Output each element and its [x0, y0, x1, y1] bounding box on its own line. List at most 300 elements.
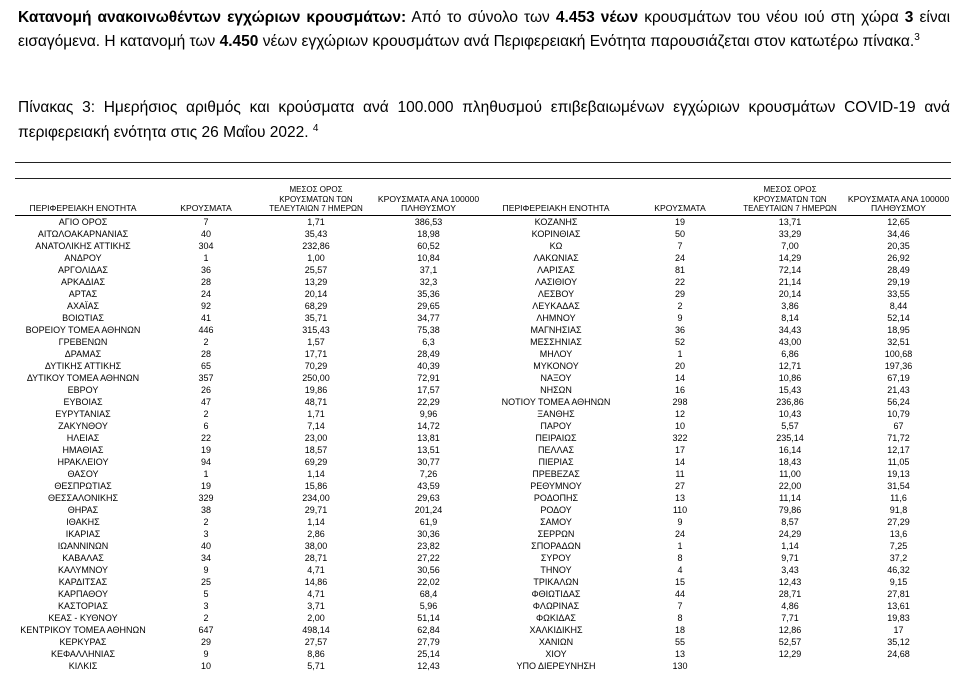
- left-per100k-cell: 13,81: [417, 432, 440, 443]
- table-row: [15, 528, 951, 540]
- right-region-cell: ΝΗΣΩΝ: [540, 384, 572, 395]
- left-cases-cell: 28: [200, 348, 211, 359]
- table-row: [15, 348, 951, 360]
- right-cases-cell: 44: [674, 588, 685, 599]
- right-per100k-cell: 12,65: [887, 216, 910, 227]
- table-row: [15, 336, 951, 348]
- left-per100k-cell: 13,51: [417, 444, 440, 455]
- left-per100k-cell: 28,49: [417, 348, 440, 359]
- left-avg7-cell: 35,43: [304, 228, 328, 239]
- left-per100k-cell: 6,3: [422, 336, 435, 347]
- right-per100k-cell: 9,15: [889, 576, 908, 587]
- right-avg7-cell: 3,43: [781, 564, 799, 575]
- left-per100k-cell: 12,43: [417, 660, 440, 671]
- left-avg7-cell: 1,00: [307, 252, 325, 263]
- right-cases-cell: 8: [677, 552, 683, 563]
- left-per100k-cell: 60,52: [417, 240, 440, 251]
- header-per100k-right: ΚΡΟΥΣΜΑΤΑ ΑΝΑ 100000 ΠΛΗΘΥΣΜΟΥ: [846, 185, 951, 215]
- right-region-cell: ΡΟΔΟΥ: [540, 504, 572, 515]
- table-row: [15, 276, 951, 288]
- right-cases-cell: 10: [674, 420, 685, 431]
- left-avg7-cell: 2,00: [307, 612, 325, 623]
- intro-text-3: είναι εισαγόμενα. Η κατανομή των: [18, 9, 951, 51]
- right-cases-cell: 13: [674, 648, 685, 659]
- left-per100k-cell: 34,77: [417, 312, 440, 323]
- left-avg7-cell: 250,00: [302, 372, 330, 383]
- left-avg7-cell: 1,14: [307, 468, 325, 479]
- right-avg7-cell: 1,14: [781, 540, 799, 551]
- right-region-cell: ΚΩ: [549, 240, 563, 251]
- right-per100k-cell: 18,95: [887, 324, 910, 335]
- left-region-cell: ΗΜΑΘΙΑΣ: [62, 444, 104, 455]
- right-cases-cell: 2: [677, 300, 683, 311]
- right-cases-cell: 1: [677, 540, 683, 551]
- left-avg7-cell: 70,29: [304, 360, 328, 371]
- table-row: [15, 372, 951, 384]
- left-cases-cell: 36: [200, 264, 211, 275]
- right-avg7-cell: 8,14: [781, 312, 799, 323]
- table-row: [15, 612, 951, 624]
- left-region-cell: ΚΑΡΠΑΘΟΥ: [57, 588, 109, 599]
- right-region-cell: ΧΑΝΙΩΝ: [538, 636, 574, 647]
- left-region-cell: ΘΕΣΠΡΩΤΙΑΣ: [54, 480, 112, 491]
- right-avg7-cell: 72,14: [778, 264, 802, 275]
- table-row: [15, 360, 951, 372]
- left-cases-cell: 47: [200, 396, 211, 407]
- left-per100k-cell: 18,98: [417, 228, 440, 239]
- left-per100k-cell: 32,3: [419, 276, 438, 287]
- left-per100k-cell: 68,4: [419, 588, 438, 599]
- right-per100k-cell: 20,35: [887, 240, 910, 251]
- right-per100k-cell: 67,19: [887, 372, 910, 383]
- right-region-cell: ΦΛΩΡΙΝΑΣ: [532, 600, 580, 611]
- left-cases-cell: 329: [198, 492, 214, 503]
- left-avg7-cell: 20,14: [304, 288, 328, 299]
- right-per100k-cell: 33,55: [887, 288, 910, 299]
- left-cases-cell: 28: [200, 276, 211, 287]
- intro-title: Κατανομή ανακοινωθέντων εγχώριων κρουσμάτων: [18, 9, 401, 26]
- right-cases-cell: 4: [677, 564, 683, 575]
- left-region-cell: ΙΘΑΚΗΣ: [66, 516, 100, 527]
- right-avg7-cell: 7,00: [781, 240, 799, 251]
- left-per100k-cell: 30,56: [417, 564, 440, 575]
- right-region-cell: ΠΕΙΡΑΙΩΣ: [535, 432, 577, 443]
- right-region-cell: ΜΕΣΣΗΝΙΑΣ: [530, 336, 582, 347]
- left-cases-cell: 65: [200, 360, 211, 371]
- left-per100k-cell: 23,82: [417, 540, 440, 551]
- intro-footnote: 3: [914, 32, 920, 43]
- left-cases-cell: 22: [200, 432, 211, 443]
- right-avg7-cell: 9,71: [781, 552, 799, 563]
- left-avg7-cell: 232,86: [302, 240, 330, 251]
- second-rule: [15, 178, 951, 179]
- left-per100k-cell: 7,26: [419, 468, 438, 479]
- right-region-cell: ΛΕΣΒΟΥ: [537, 288, 575, 299]
- left-avg7-cell: 1,71: [307, 216, 325, 227]
- right-cases-cell: 9: [677, 312, 683, 323]
- table-row: [15, 648, 951, 660]
- right-cases-cell: 9: [677, 516, 683, 527]
- right-region-cell: ΦΩΚΙΔΑΣ: [536, 612, 576, 623]
- left-per100k-cell: 17,57: [417, 384, 440, 395]
- left-cases-cell: 19: [200, 480, 211, 491]
- right-region-cell: ΝΟΤΙΟΥ ΤΟΜΕΑ ΑΘΗΝΩΝ: [501, 396, 611, 407]
- left-avg7-cell: 15,86: [304, 480, 328, 491]
- intro-imported: 3: [904, 9, 914, 26]
- left-region-cell: ΚΕΝΤΡΙΚΟΥ ΤΟΜΕΑ ΑΘΗΝΩΝ: [20, 624, 146, 635]
- left-cases-cell: 304: [198, 240, 214, 251]
- left-per100k-cell: 40,39: [417, 360, 440, 371]
- right-region-cell: ΜΑΓΝΗΣΙΑΣ: [530, 324, 582, 335]
- left-avg7-cell: 38,00: [304, 540, 328, 551]
- right-per100k-cell: [846, 660, 951, 672]
- left-cases-cell: 9: [203, 564, 209, 575]
- left-region-cell: ΘΑΣΟΥ: [67, 468, 99, 479]
- right-avg7-cell: 79,86: [778, 504, 802, 515]
- left-cases-cell: 34: [200, 552, 211, 563]
- right-region-cell: ΣΠΟΡΑΔΩΝ: [531, 540, 581, 551]
- left-region-cell: ΚΑΛΥΜΝΟΥ: [57, 564, 109, 575]
- right-per100k-cell: 28,49: [887, 264, 910, 275]
- left-avg7-cell: 13,29: [304, 276, 328, 287]
- left-per100k-cell: 10,84: [417, 252, 440, 263]
- right-avg7-cell: 18,43: [778, 456, 802, 467]
- left-cases-cell: 25: [200, 576, 211, 587]
- left-avg7-cell: 35,71: [304, 312, 328, 323]
- left-avg7-cell: 29,71: [304, 504, 328, 515]
- left-cases-cell: 1: [203, 252, 209, 263]
- left-cases-cell: 38: [200, 504, 211, 515]
- right-cases-cell: 55: [674, 636, 685, 647]
- left-avg7-cell: 1,14: [307, 516, 325, 527]
- left-cases-cell: 9: [203, 648, 209, 659]
- left-region-cell: ΓΡΕΒΕΝΩΝ: [58, 336, 108, 347]
- right-region-cell: ΚΟΡΙΝΘΙΑΣ: [531, 228, 581, 239]
- right-per100k-cell: 91,8: [889, 504, 908, 515]
- left-per100k-cell: 25,14: [417, 648, 440, 659]
- left-per100k-cell: 61,9: [419, 516, 438, 527]
- header-cases-left: ΚΡΟΥΣΜΑΤΑ: [151, 185, 261, 215]
- left-cases-cell: 40: [200, 540, 211, 551]
- left-avg7-cell: 1,57: [307, 336, 325, 347]
- left-region-cell: ΑΙΤΩΛΟΑΚΑΡΝΑΝΙΑΣ: [37, 228, 129, 239]
- left-region-cell: ΑΓΙΟ ΟΡΟΣ: [58, 216, 108, 227]
- left-cases-cell: 40: [200, 228, 211, 239]
- right-region-cell: ΣΑΜΟΥ: [540, 516, 572, 527]
- right-region-cell: ΣΕΡΡΩΝ: [537, 528, 575, 539]
- right-avg7-cell: 12,86: [778, 624, 802, 635]
- table-row: [15, 636, 951, 648]
- table-row: [15, 228, 951, 240]
- right-avg7-cell: 14,29: [778, 252, 802, 263]
- right-avg7-cell: 52,57: [778, 636, 802, 647]
- left-region-cell: ΒΟΙΩΤΙΑΣ: [62, 312, 104, 323]
- left-avg7-cell: 234,00: [302, 492, 330, 503]
- right-cases-cell: 12: [674, 408, 685, 419]
- left-avg7-cell: 4,71: [307, 588, 325, 599]
- right-cases-cell: 7: [677, 240, 683, 251]
- caption-footnote: 4: [312, 123, 319, 134]
- left-region-cell: ΚΕΦΑΛΛΗΝΙΑΣ: [50, 648, 116, 659]
- table-row: [15, 324, 951, 336]
- intro-paragraph: Κατανομή ανακοινωθέντων εγχώριων κρουσμάτων: Από το σύνολο των 4.453 νέων κρουσμάτων του νέου ιού στη χώρα 3 είναι εισαγόμενα. Η κατανομή των 4.450 νέων εγχώριων κρουσμάτων ανά Περιφερειακή Ενότητα παρουσιάζεται στον κατωτέρω πίνακα.$^3$: [18, 9, 951, 51]
- right-cases-cell: 81: [674, 264, 685, 275]
- left-region-cell: ΚΑΣΤΟΡΙΑΣ: [58, 600, 108, 611]
- right-region-cell: ΧΑΛΚΙΔΙΚΗΣ: [529, 624, 583, 635]
- left-avg7-cell: 5,71: [307, 660, 325, 671]
- left-avg7-cell: 69,29: [304, 456, 328, 467]
- table-row: [15, 288, 951, 300]
- right-avg7-cell: 10,86: [778, 372, 802, 383]
- right-cases-cell: 130: [672, 660, 688, 671]
- right-region-cell: ΚΟΖΑΝΗΣ: [534, 216, 578, 227]
- left-per100k-cell: 27,79: [417, 636, 440, 647]
- right-avg7-cell: 21,14: [778, 276, 802, 287]
- table-row: [15, 516, 951, 528]
- left-region-cell: ΗΛΕΙΑΣ: [66, 432, 100, 443]
- left-cases-cell: 7: [203, 216, 209, 227]
- left-per100k-cell: 62,84: [417, 624, 440, 635]
- right-avg7-cell: 11,00: [779, 468, 801, 479]
- right-region-cell: ΤΗΝΟΥ: [540, 564, 572, 575]
- left-per100k-cell: 14,72: [417, 420, 440, 431]
- right-per100k-cell: 56,24: [887, 396, 910, 407]
- right-avg7-cell: 20,14: [778, 288, 802, 299]
- left-cases-cell: 94: [200, 456, 211, 467]
- table-row: [15, 240, 951, 252]
- table-row: [15, 576, 951, 588]
- right-region-cell: ΞΑΝΘΗΣ: [537, 408, 575, 419]
- right-per100k-cell: 24,68: [887, 648, 910, 659]
- table-row: [15, 552, 951, 564]
- left-cases-cell: 19: [200, 444, 211, 455]
- table-row: [15, 564, 951, 576]
- caption-text: Πίνακας 3: Ημερήσιος αριθμός και κρούσματα ανά 100.000 πληθυσμού επιβεβαιωμένων εγχώριων κρουσμάτων COVID-19 ανά περιφερειακή ενότητα στις 26 Μαΐου 2022.: [18, 99, 950, 142]
- left-avg7-cell: 14,86: [304, 576, 328, 587]
- right-avg7-cell: 5,57: [781, 420, 799, 431]
- right-cases-cell: 8: [677, 612, 683, 623]
- left-avg7-cell: 8,86: [307, 648, 325, 659]
- table-row: [15, 624, 951, 636]
- left-per100k-cell: 72,91: [417, 372, 440, 383]
- left-cases-cell: 357: [198, 372, 214, 383]
- right-cases-cell: 17: [674, 444, 685, 455]
- right-avg7-cell: 13,71: [778, 216, 802, 227]
- right-avg7-cell: 235,14: [776, 432, 804, 443]
- left-per100k-cell: 29,65: [417, 300, 440, 311]
- right-cases-cell: 24: [674, 252, 685, 263]
- left-region-cell: ΔΥΤΙΚΟΥ ΤΟΜΕΑ ΑΘΗΝΩΝ: [26, 372, 140, 383]
- left-region-cell: ΕΥΒΟΙΑΣ: [63, 396, 103, 407]
- table-body: [15, 215, 951, 672]
- right-avg7-cell: 3,86: [781, 300, 799, 311]
- left-region-cell: ΑΝΔΡΟΥ: [64, 252, 102, 263]
- right-per100k-cell: 46,32: [887, 564, 910, 575]
- right-cases-cell: 36: [674, 324, 685, 335]
- left-avg7-cell: 7,14: [307, 420, 325, 431]
- left-per100k-cell: 43,59: [417, 480, 440, 491]
- left-cases-cell: 2: [203, 336, 209, 347]
- right-per100k-cell: 32,51: [887, 336, 910, 347]
- right-region-cell: ΠΑΡΟΥ: [540, 420, 572, 431]
- right-region-cell: ΠΕΛΛΑΣ: [537, 444, 575, 455]
- right-per100k-cell: 29,19: [887, 276, 910, 287]
- left-cases-cell: 2: [203, 516, 209, 527]
- cases-table: [15, 185, 951, 672]
- left-region-cell: ΚΕΡΚΥΡΑΣ: [59, 636, 107, 647]
- right-avg7-cell: 11,14: [779, 492, 801, 503]
- left-cases-cell: 2: [203, 612, 209, 623]
- right-cases-cell: 298: [672, 396, 688, 407]
- right-per100k-cell: 8,44: [889, 300, 908, 311]
- right-cases-cell: 13: [674, 492, 685, 503]
- right-per100k-cell: 19,83: [887, 612, 910, 623]
- left-avg7-cell: 4,71: [307, 564, 325, 575]
- right-region-cell: ΥΠΟ ΔΙΕΡΕΥΝΗΣΗ: [516, 660, 596, 671]
- left-cases-cell: 26: [200, 384, 211, 395]
- left-region-cell: ΚΙΛΚΙΣ: [68, 660, 98, 671]
- right-avg7-cell: 7,71: [781, 612, 799, 623]
- right-avg7-cell: 15,43: [778, 384, 802, 395]
- right-avg7-cell: 24,29: [778, 528, 802, 539]
- right-cases-cell: 16: [674, 384, 685, 395]
- right-avg7-cell: [734, 660, 846, 672]
- right-cases-cell: 50: [674, 228, 685, 239]
- right-region-cell: ΝΑΞΟΥ: [540, 372, 572, 383]
- table-row: [15, 660, 951, 672]
- left-avg7-cell: 17,71: [304, 348, 328, 359]
- right-region-cell: ΧΙΟΥ: [545, 648, 567, 659]
- left-region-cell: ΔΡΑΜΑΣ: [64, 348, 102, 359]
- left-avg7-cell: 48,71: [304, 396, 328, 407]
- left-region-cell: ΙΚΑΡΙΑΣ: [65, 528, 101, 539]
- intro-text-4: νέων εγχώριων κρουσμάτων ανά Περιφερειακή Ενότητα παρουσιάζεται στον κατωτέρω πίνακα.: [262, 33, 915, 51]
- intro-text-1: Από το σύνολο των: [411, 9, 550, 26]
- right-region-cell: ΠΡΕΒΕΖΑΣ: [532, 468, 580, 479]
- left-region-cell: ΒΟΡΕΙΟΥ ΤΟΜΕΑ ΑΘΗΝΩΝ: [25, 324, 141, 335]
- right-per100k-cell: 11,6: [890, 492, 907, 503]
- right-cases-cell: 1: [677, 348, 683, 359]
- left-avg7-cell: 23,00: [304, 432, 328, 443]
- table-row: [15, 384, 951, 396]
- right-per100k-cell: 71,72: [887, 432, 910, 443]
- left-avg7-cell: 68,29: [304, 300, 328, 311]
- right-region-cell: ΡΕΘΥΜΝΟΥ: [530, 480, 582, 491]
- right-per100k-cell: 12,17: [887, 444, 910, 455]
- right-avg7-cell: 6,86: [781, 348, 799, 359]
- left-region-cell: ΔΥΤΙΚΗΣ ΑΤΤΙΚΗΣ: [44, 360, 122, 371]
- left-per100k-cell: 22,29: [417, 396, 440, 407]
- table-row: [15, 588, 951, 600]
- right-region-cell: ΛΑΡΙΣΑΣ: [537, 264, 575, 275]
- right-per100k-cell: 17: [893, 624, 904, 635]
- right-per100k-cell: 31,54: [887, 480, 910, 491]
- left-region-cell: ΗΡΑΚΛΕΙΟΥ: [57, 456, 109, 467]
- right-region-cell: ΜΥΚΟΝΟΥ: [533, 360, 579, 371]
- left-avg7-cell: 28,71: [304, 552, 328, 563]
- right-per100k-cell: 67: [893, 420, 904, 431]
- left-region-cell: ΚΕΑΣ - ΚΥΘΝΟΥ: [48, 612, 118, 623]
- left-avg7-cell: 498,14: [302, 624, 330, 635]
- right-cases-cell: 19: [674, 216, 685, 227]
- intro-total-new: 4.453 νέων: [555, 9, 639, 26]
- right-avg7-cell: 12,43: [778, 576, 802, 587]
- header-cases-right: ΚΡΟΥΣΜΑΤΑ: [626, 185, 734, 215]
- left-cases-cell: 2: [203, 408, 209, 419]
- left-region-cell: ΑΡΚΑΔΙΑΣ: [60, 276, 106, 287]
- table-row: [15, 312, 951, 324]
- table-row: [15, 396, 951, 408]
- right-cases-cell: 7: [677, 600, 683, 611]
- left-region-cell: ΘΗΡΑΣ: [67, 504, 99, 515]
- left-avg7-cell: 19,86: [304, 384, 328, 395]
- table-row: [15, 480, 951, 492]
- right-avg7-cell: 33,29: [778, 228, 802, 239]
- intro-text-2: κρουσμάτων του νέου ιού στη χώρα: [644, 9, 899, 26]
- right-per100k-cell: 27,29: [887, 516, 910, 527]
- right-per100k-cell: 35,12: [887, 636, 910, 647]
- left-avg7-cell: 3,71: [307, 600, 325, 611]
- right-cases-cell: 110: [672, 504, 688, 515]
- right-avg7-cell: 28,71: [778, 588, 802, 599]
- right-per100k-cell: 26,92: [887, 252, 910, 263]
- left-avg7-cell: 18,57: [304, 444, 328, 455]
- left-cases-cell: 1: [203, 468, 209, 479]
- cases-table-container: [15, 185, 951, 672]
- left-cases-cell: 5: [203, 588, 209, 599]
- right-per100k-cell: 13,61: [887, 600, 910, 611]
- left-avg7-cell: 315,43: [302, 324, 330, 335]
- right-avg7-cell: 22,00: [778, 480, 802, 491]
- right-per100k-cell: 11,05: [887, 456, 910, 467]
- left-per100k-cell: 35,36: [417, 288, 440, 299]
- table-row: [15, 252, 951, 264]
- table-row: [15, 420, 951, 432]
- left-region-cell: ΕΥΡΥΤΑΝΙΑΣ: [55, 408, 111, 419]
- left-per100k-cell: 51,14: [417, 612, 440, 623]
- right-avg7-cell: 34,43: [778, 324, 802, 335]
- right-avg7-cell: 43,00: [778, 336, 802, 347]
- left-per100k-cell: 5,96: [419, 600, 438, 611]
- right-region-cell: ΛΕΥΚΑΔΑΣ: [532, 300, 580, 311]
- left-region-cell: ΑΡΓΟΛΙΔΑΣ: [58, 264, 108, 275]
- right-region-cell: ΤΡΙΚΑΛΩΝ: [533, 576, 579, 587]
- right-per100k-cell: 37,2: [889, 552, 908, 563]
- left-cases-cell: 10: [200, 660, 211, 671]
- left-cases-cell: 29: [200, 636, 211, 647]
- left-region-cell: ΚΑΒΑΛΑΣ: [62, 552, 104, 563]
- right-avg7-cell: 12,29: [778, 648, 802, 659]
- table-row: [15, 600, 951, 612]
- table-row: [15, 408, 951, 420]
- left-region-cell: ΑΡΤΑΣ: [68, 288, 98, 299]
- right-region-cell: ΛΗΜΝΟΥ: [536, 312, 576, 323]
- right-cases-cell: 11: [675, 468, 685, 479]
- left-per100k-cell: 30,36: [417, 528, 440, 539]
- right-cases-cell: 14: [674, 456, 685, 467]
- left-per100k-cell: 75,38: [417, 324, 440, 335]
- header-avg7-right: ΜΕΣΟΣ ΟΡΟΣ ΚΡΟΥΣΜΑΤΩΝ ΤΩΝ ΤΕΛΕΥΤΑΙΩΝ 7 ΗΜΕΡΩΝ: [734, 185, 846, 215]
- table-row: [15, 444, 951, 456]
- table-row: [15, 432, 951, 444]
- right-per100k-cell: 21,43: [887, 384, 910, 395]
- right-region-cell: ΛΑΣΙΘΙΟΥ: [534, 276, 578, 287]
- right-cases-cell: 15: [674, 576, 685, 587]
- right-region-cell: ΡΟΔΟΠΗΣ: [533, 492, 579, 503]
- right-per100k-cell: 7,25: [889, 540, 908, 551]
- left-cases-cell: 446: [198, 324, 214, 335]
- left-region-cell: ΘΕΣΣΑΛΟΝΙΚΗΣ: [47, 492, 119, 503]
